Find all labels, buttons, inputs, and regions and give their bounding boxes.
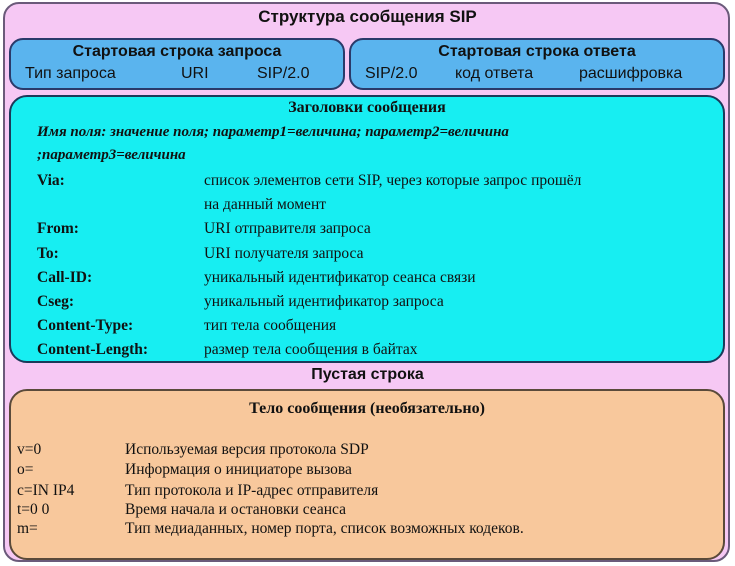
sdp-desc-v: Используемая версия протокола SDP <box>125 441 369 458</box>
header-name-content-length: Content-Length: <box>37 341 149 358</box>
response-start-line-title: Стартовая строка ответа <box>438 43 636 60</box>
header-format-line-2: ;параметр3=величина <box>37 147 186 163</box>
header-desc-content-length: размер тела сообщения в байтах <box>204 341 418 358</box>
header-name-via: Via: <box>37 172 65 189</box>
header-name-cseg: Cseg: <box>37 293 75 310</box>
header-desc-content-type: тип тела сообщения <box>204 317 337 334</box>
empty-line-label: Пустая строка <box>311 366 424 383</box>
headers-title: Заголовки сообщения <box>288 99 446 116</box>
header-name-call-id: Call-ID: <box>37 269 93 286</box>
sdp-desc-c: Тип протокола и IP-адрес отправителя <box>125 482 379 499</box>
sdp-key-v: v=0 <box>17 441 42 458</box>
request-version-label: SIP/2.0 <box>257 65 310 82</box>
sdp-desc-t: Время начала и остановки сеанса <box>125 501 346 518</box>
header-desc-via: список элементов сети SIP, через которые запрос прошёл <box>204 172 582 189</box>
header-name-to: To: <box>37 245 59 262</box>
sdp-desc-o: Информация о инициаторе вызова <box>125 461 352 478</box>
request-uri-label: URI <box>181 65 209 82</box>
header-format-line-1: Имя поля: значение поля; параметр1=величина; параметр2=величина <box>37 124 509 140</box>
diagram-title: Структура сообщения SIP <box>258 7 477 26</box>
body-title: Тело сообщения (необязательно) <box>249 400 485 417</box>
sdp-desc-m: Тип медиаданных, номер порта, список возможных кодеков. <box>125 520 524 537</box>
response-start-line-box <box>349 38 725 90</box>
message-body-box <box>9 389 725 560</box>
header-name-content-type: Content-Type: <box>37 317 134 334</box>
message-headers-box <box>9 95 725 363</box>
sdp-key-t: t=0 0 <box>17 501 50 518</box>
sdp-key-m: m= <box>17 520 38 537</box>
header-desc-call-id: уникальный идентификатор сеанса связи <box>204 269 476 286</box>
request-start-line-title: Стартовая строка запроса <box>72 43 282 60</box>
sdp-key-c: c=IN IP4 <box>17 482 75 499</box>
response-reason-label: расшифровка <box>579 65 683 82</box>
response-version-label: SIP/2.0 <box>365 65 418 82</box>
header-desc-cseg: уникальный идентификатор запроса <box>204 293 444 310</box>
response-code-label: код ответа <box>455 65 534 82</box>
request-start-line-box <box>9 38 345 90</box>
header-desc-to: URI получателя запроса <box>204 245 364 262</box>
header-desc-via-cont: на данный момент <box>204 196 327 213</box>
header-desc-from: URI отправителя запроса <box>204 220 371 237</box>
request-type-label: Тип запроса <box>25 65 116 82</box>
sdp-key-o: o= <box>17 461 34 478</box>
header-name-from: From: <box>37 220 79 237</box>
